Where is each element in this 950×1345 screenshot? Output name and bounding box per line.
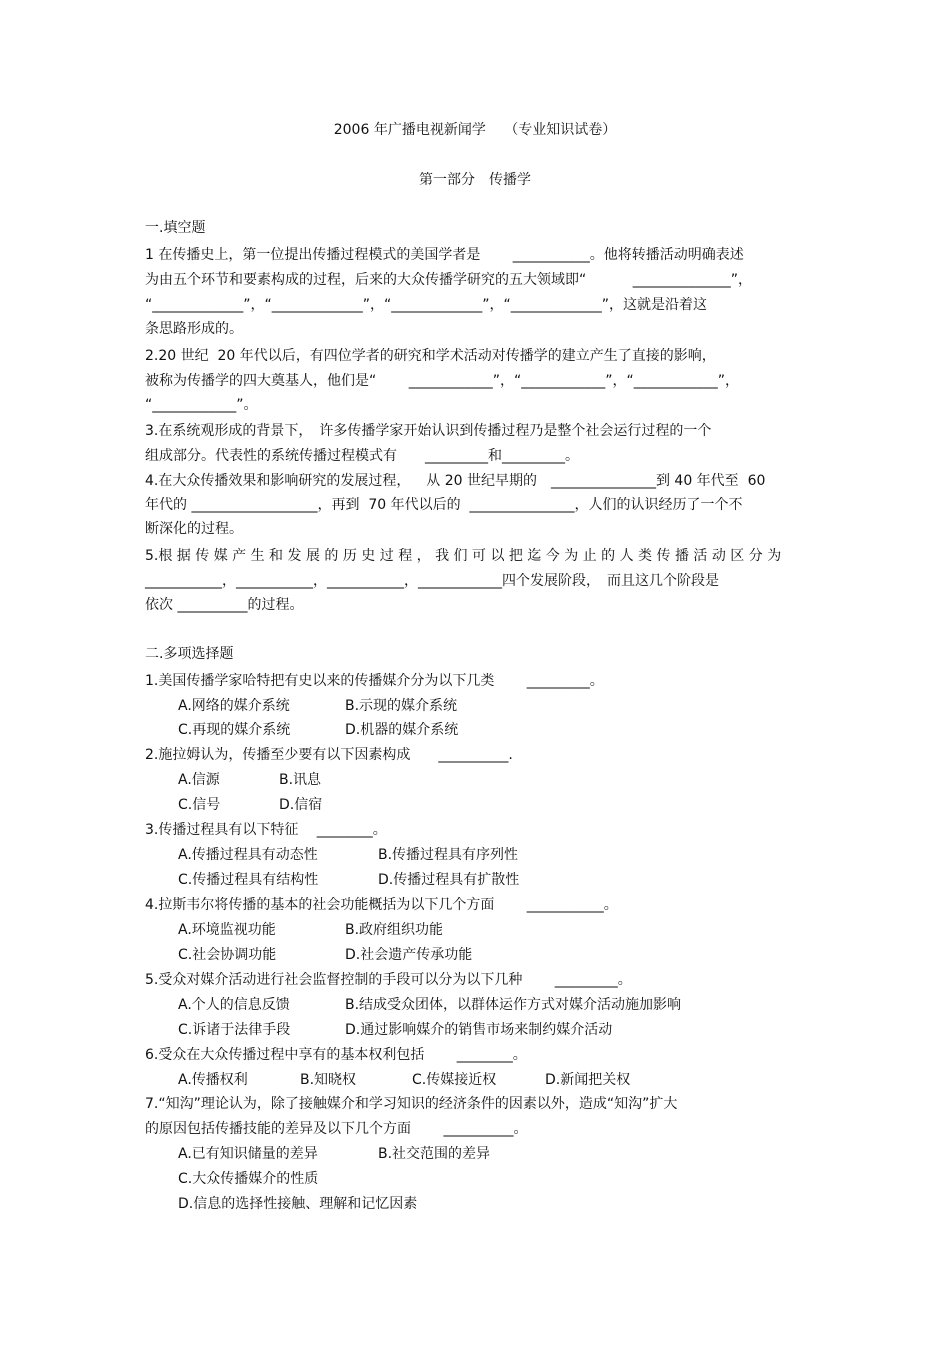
option: C.传播过程具有结构性 — [178, 872, 319, 888]
option: A.环境监视功能 — [178, 922, 276, 938]
option: D.社会遗产传承功能 — [345, 947, 473, 963]
option: B.社交范围的差异 — [378, 1146, 491, 1162]
question-line: ___________，___________，___________，____________四个发展阶段， 而且这几个阶段是 — [145, 573, 719, 589]
option: D.通过影响媒介的销售市场来制约媒介活动 — [345, 1022, 613, 1038]
option: A.信源 — [178, 772, 220, 788]
question-stem: 5.受众对媒介活动进行社会监督控制的手段可以分为以下几种 _________。 — [145, 972, 632, 988]
question-stem: 2.施拉姆认为，传播至少要有以下因素构成 __________. — [145, 747, 513, 763]
option: D.新闻把关权 — [545, 1072, 631, 1088]
question-line: 被称为传播学的四大奠基人，他们是“ ____________”，“____________”，“____________”， — [145, 373, 739, 389]
question-stem: 6.受众在大众传播过程中享有的基本权利包括 ________。 — [145, 1047, 527, 1063]
question-line: 年代的 __________________，再到 70 年代以后的 _______________，人们的认识经历了一个不 — [145, 497, 743, 513]
question-line: 3.在系统观形成的背景下， 许多传播学家开始认识到传播过程乃是整个社会运行过程的一个 — [145, 423, 712, 439]
option: A.传播过程具有动态性 — [178, 847, 318, 863]
question-line: 1 在传播史上，第一位提出传播过程模式的美国学者是 ___________。他将转播活动明确表述 — [145, 247, 744, 263]
question-line: 为由五个环节和要素构成的过程，后来的大众传播学研究的五大领域即“ ______________”， — [145, 272, 752, 288]
question-line: “_____________”，“_____________”，“_____________”，“_____________”，这就是沿着这 — [145, 297, 708, 313]
option: B.讯息 — [279, 772, 322, 788]
question-line: “____________”。 — [145, 397, 258, 413]
question-stem: 的原因包括传播技能的差异及以下几个方面 __________。 — [145, 1121, 528, 1137]
question-line: 条思路形成的。 — [145, 321, 243, 337]
option: A.网络的媒介系统 — [178, 698, 290, 714]
option: B.知晓权 — [300, 1072, 357, 1088]
option: B.示现的媒介系统 — [345, 698, 458, 714]
question-line: 断深化的过程。 — [145, 521, 243, 537]
option: A.已有知识储量的差异 — [178, 1146, 318, 1162]
question-line: 组成部分。代表性的系统传播过程模式有 _________和_________。 — [145, 448, 579, 464]
option: D.信宿 — [279, 797, 323, 813]
exam-title: 2006 年广播电视新闻学 （专业知识试卷） — [333, 122, 617, 138]
question-stem: 4.拉斯韦尔将传播的基本的社会功能概括为以下几个方面 ___________。 — [145, 897, 618, 913]
option: C.再现的媒介系统 — [178, 722, 291, 738]
option: D.机器的媒介系统 — [345, 722, 459, 738]
part-title: 第一部分 传播学 — [419, 172, 531, 188]
question-stem: 7.“知沟”理论认为，除了接触媒介和学习知识的经济条件的因素以外，造成“知沟”扩大 — [145, 1096, 678, 1112]
section-heading: 二.多项选择题 — [145, 646, 234, 662]
option: B.结成受众团体，以群体运作方式对媒介活动施加影响 — [345, 997, 682, 1013]
option: C.社会协调功能 — [178, 947, 277, 963]
option: D.信息的选择性接触、理解和记忆因素 — [178, 1196, 418, 1212]
option: C.信号 — [178, 797, 221, 813]
question-stem: 1.美国传播学家哈特把有史以来的传播媒介分为以下几类 _________。 — [145, 673, 604, 689]
option: C.大众传播媒介的性质 — [178, 1171, 319, 1187]
question-line: 2.20 世纪 20 年代以后，有四位学者的研究和学术活动对传播学的建立产生了直接的影响， — [145, 348, 716, 364]
option: B.政府组织功能 — [345, 922, 444, 938]
option: C.诉诸于法律手段 — [178, 1022, 291, 1038]
question-stem: 3.传播过程具有以下特征 ________。 — [145, 822, 387, 838]
section-heading: 一.填空题 — [145, 220, 206, 236]
option: A.个人的信息反馈 — [178, 997, 290, 1013]
question-line: 依次 __________的过程。 — [145, 597, 304, 613]
option: D.传播过程具有扩散性 — [378, 872, 520, 888]
option: A.传播权利 — [178, 1072, 248, 1088]
question-line: 5.根 据 传 媒 产 生 和 发 展 的 历 史 过 程 ， 我 们 可 以 把 迄 今 为 止 的 人 类 传 播 活 动 区 分 为 — [145, 548, 782, 564]
question-line: 4.在大众传播效果和影响研究的发展过程， 从 20 世纪早期的 _______________到 40 年代至 60 — [145, 473, 766, 489]
option: C.传媒接近权 — [412, 1072, 497, 1088]
option: B.传播过程具有序列性 — [378, 847, 519, 863]
